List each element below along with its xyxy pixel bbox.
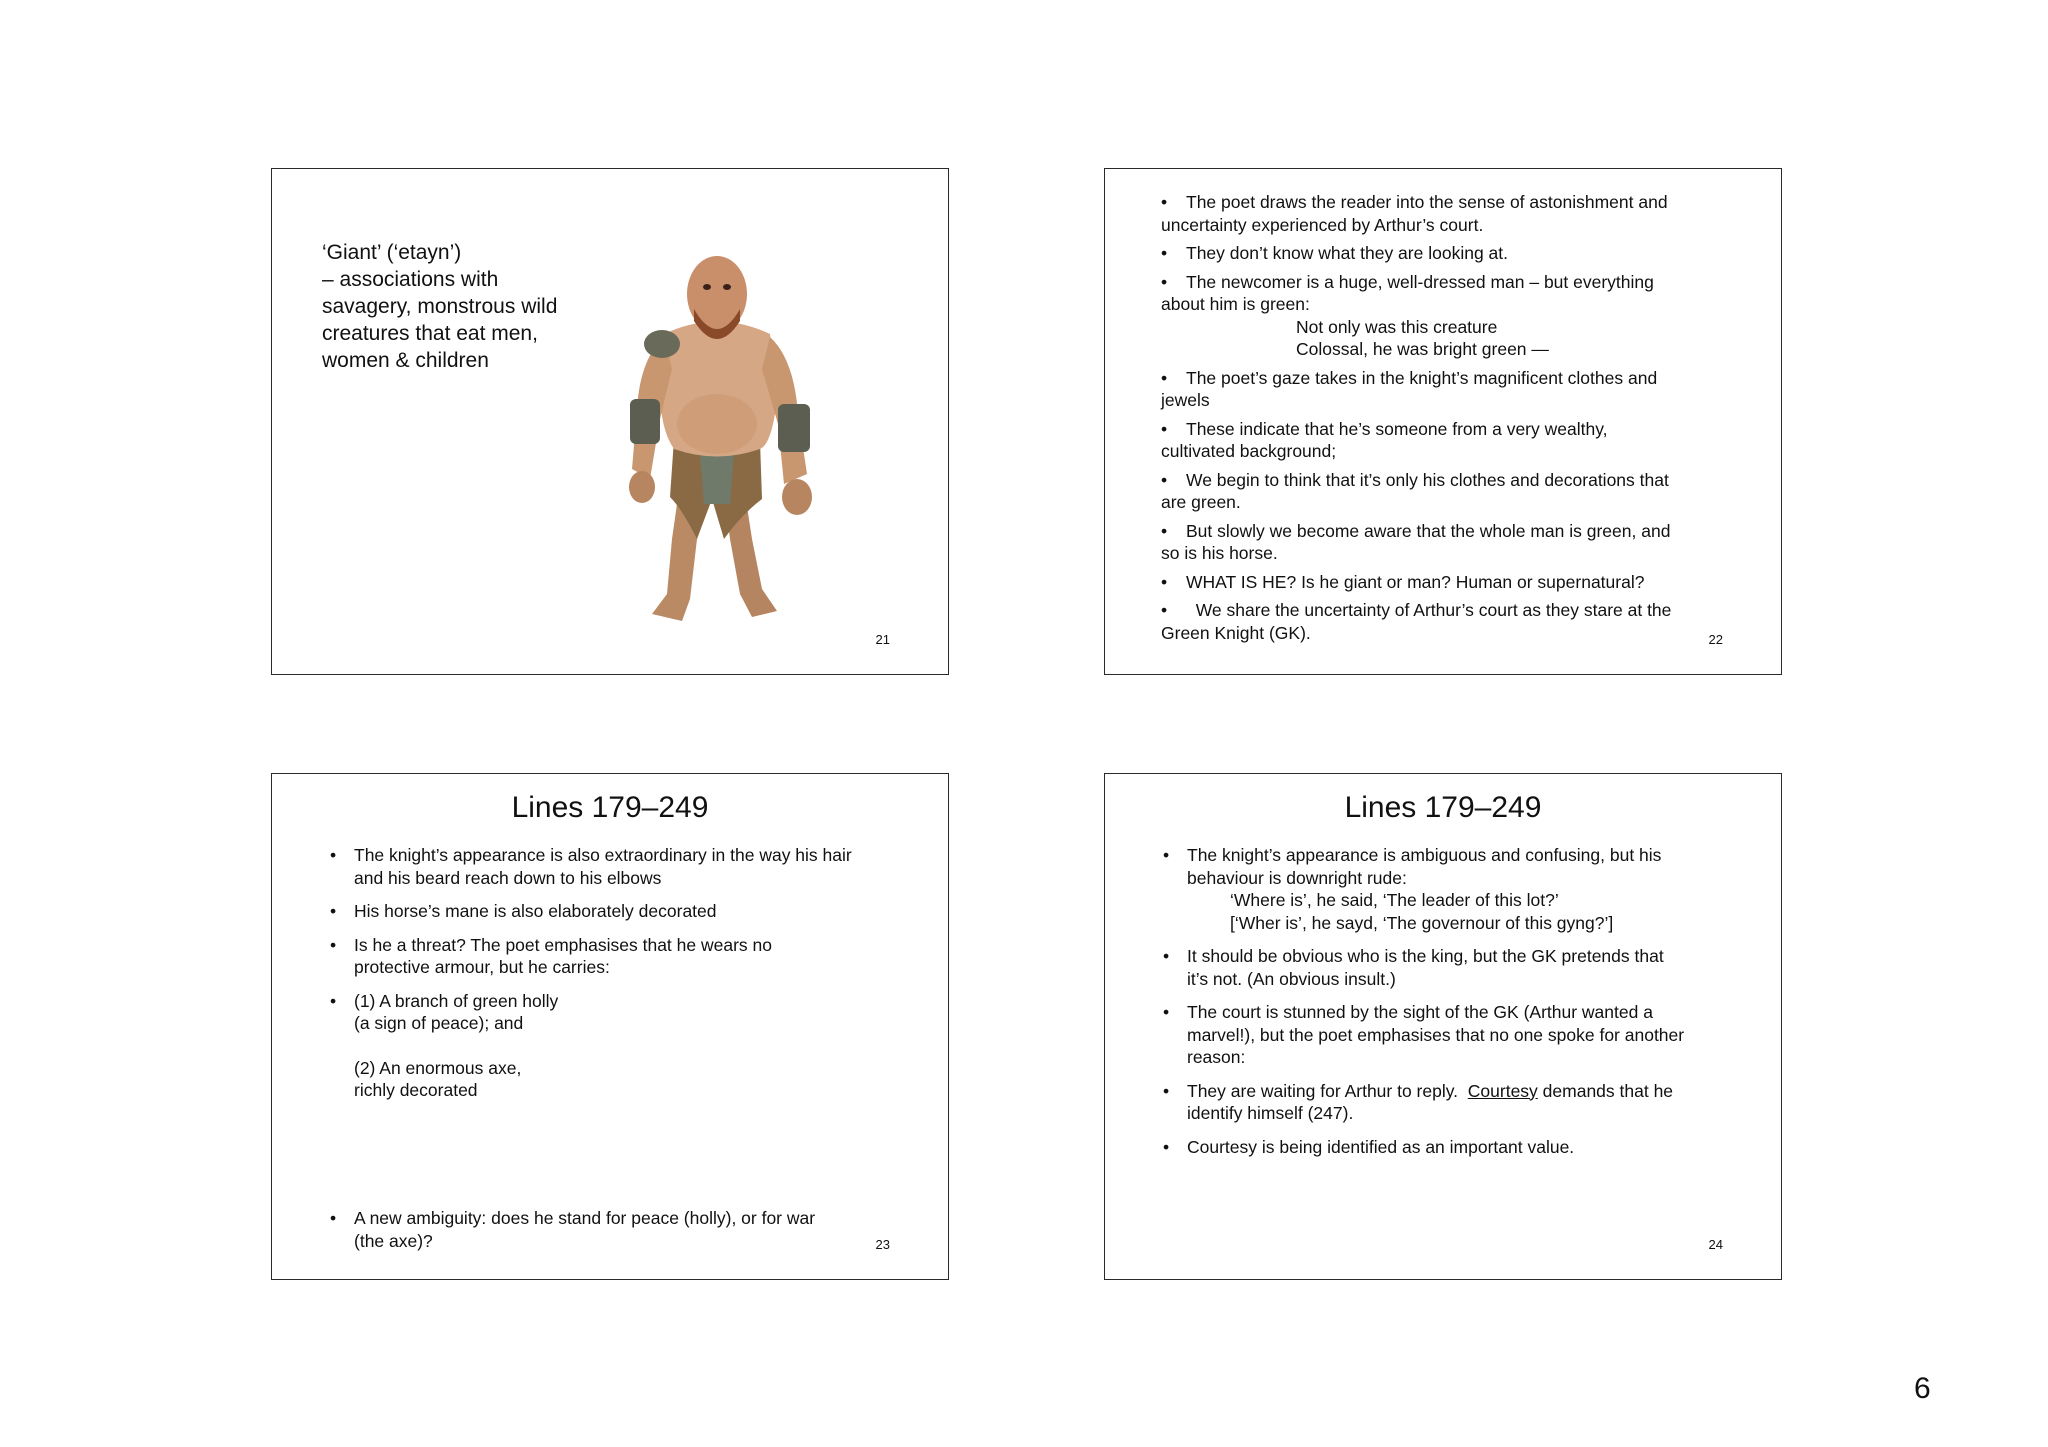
bullet-marker: • — [330, 990, 337, 1011]
bullet-text: about him is green: — [1161, 294, 1310, 314]
bullet-text: They are waiting for Arthur to reply. — [1187, 1080, 1468, 1101]
caption-line: – associations with — [322, 268, 499, 291]
bullet-text: protective armour, but he carries: — [354, 957, 610, 977]
bullet-text: The newcomer is a huge, well-dressed man – but everything — [1186, 271, 1654, 292]
bullet-list — [1161, 191, 1671, 644]
bullet-text: But slowly we become aware that the whole man is green, and — [1186, 520, 1671, 541]
caption-line: savagery, monstrous wild — [322, 295, 558, 318]
bullet-text: A new ambiguity: does he stand for peace (holly), or for war — [354, 1208, 816, 1228]
bullet-list — [330, 1207, 816, 1252]
bullet-text: WHAT IS HE? Is he giant or man? Human or supernatural? — [1186, 571, 1645, 592]
bullet-item — [1161, 242, 1671, 265]
quote-line: [‘Wher is’, he sayd, ‘The governour of this gyng?’] — [1230, 912, 1614, 933]
bullet-marker: • — [1161, 367, 1168, 388]
bullet-item — [1161, 367, 1671, 412]
bullet-marker: • — [330, 845, 337, 865]
bullet-item — [1161, 271, 1671, 316]
bullet-marker: • — [330, 1208, 337, 1228]
bullet-marker: • — [1161, 243, 1168, 263]
bullet-item — [1161, 418, 1671, 463]
bullet-text: His horse’s mane is also elaborately decorated — [354, 901, 717, 921]
bullet-marker: • — [1161, 192, 1168, 212]
bullet-marker: • — [1163, 1080, 1170, 1101]
bullet-marker: • — [330, 934, 337, 955]
bullet-text: uncertainty experienced by Arthur’s court. — [1161, 214, 1484, 235]
bullet-marker: • — [330, 901, 337, 921]
bullet-marker: • — [1163, 1136, 1170, 1157]
bullet-marker: • — [1161, 520, 1168, 541]
bullet-text: Green Knight (GK). — [1161, 622, 1311, 643]
bullet-text: jewels — [1161, 390, 1210, 410]
bullet-item — [330, 1207, 816, 1252]
bullet-item — [330, 900, 852, 923]
bullet-text: The court is stunned by the sight of the GK (Arthur wanted a — [1187, 1002, 1653, 1022]
bullet-text: are green. — [1161, 492, 1241, 512]
bullet-item — [1163, 1136, 1684, 1159]
slide-23 — [271, 773, 949, 1280]
bullet-marker: • — [1161, 418, 1168, 439]
bullet-text: Is he a threat? The poet emphasises that he wears no — [354, 934, 772, 955]
bullet-text: (a sign of peace); and — [354, 1013, 524, 1033]
bullet-item — [1161, 571, 1671, 594]
quote-block — [1161, 316, 1671, 361]
bullet-text: identify himself (247). — [1187, 1103, 1354, 1123]
quote-line: Colossal, he was bright green — — [1296, 339, 1549, 359]
bullet-item — [1161, 469, 1671, 514]
slide-21 — [271, 168, 949, 675]
bullet-text: We share the uncertainty of Arthur’s court as they stare at the — [1186, 600, 1672, 620]
bullet-text: The knight’s appearance is ambiguous and confusing, but his — [1187, 845, 1662, 865]
bullet-item — [1163, 1080, 1684, 1125]
bullet-marker: • — [1163, 845, 1170, 865]
bullet-text: so is his horse. — [1161, 543, 1278, 563]
bullet-text: marvel!), but the poet emphasises that no one spoke for another — [1187, 1024, 1685, 1045]
bullet-text: These indicate that he’s someone from a very wealthy, — [1186, 418, 1608, 439]
slide-number: 23 — [875, 1237, 890, 1252]
bullet-text: The poet draws the reader into the sense of astonishment and — [1186, 192, 1668, 212]
giant-figure-image — [612, 239, 822, 629]
slide-number: 22 — [1708, 632, 1723, 647]
bullet-list — [1163, 844, 1685, 1158]
slide-number: 21 — [875, 632, 890, 647]
bullet-item — [1163, 844, 1684, 934]
slide-number: 24 — [1708, 1237, 1723, 1252]
bullet-text: reason: — [1187, 1047, 1246, 1067]
page-number: 6 — [1914, 1372, 1931, 1405]
quote-line: ‘Where is’, he said, ‘The leader of this lot?’ — [1230, 890, 1559, 910]
bullet-marker: • — [1161, 469, 1168, 490]
bullet-item — [1161, 520, 1671, 565]
bullet-text: They don’t know what they are looking at. — [1186, 243, 1508, 263]
bullet-text: cultivated background; — [1161, 441, 1337, 461]
bullet-text: We begin to think that it’s only his clothes and decorations that — [1186, 469, 1669, 490]
slide-22 — [1104, 168, 1782, 675]
bullet-text: (1) A branch of green holly — [354, 990, 559, 1011]
bullet-text: The knight’s appearance is also extraordinary in the way his hair — [354, 845, 852, 865]
caption-line: women & children — [322, 349, 489, 372]
bullet-marker: • — [1161, 600, 1168, 620]
bullet-text: demands that he — [1537, 1080, 1674, 1101]
bullet-item — [1161, 599, 1671, 644]
bullet-list — [330, 844, 852, 1102]
caption-line: ‘Giant’ (‘etayn’) — [322, 241, 462, 264]
bullet-continuation — [354, 1057, 852, 1102]
bullet-item — [330, 844, 852, 889]
bullet-text: Courtesy is being identified as an important value. — [1187, 1136, 1575, 1157]
bullet-text: It should be obvious who is the king, but the GK pretends that — [1187, 946, 1664, 966]
bullet-marker: • — [1161, 271, 1168, 292]
slide-24 — [1104, 773, 1782, 1280]
bullet-item — [1161, 191, 1671, 236]
bullet-text: it’s not. (An obvious insult.) — [1187, 968, 1396, 989]
bullet-text: The poet’s gaze takes in the knight’s magnificent clothes and — [1186, 367, 1658, 388]
bullet-item — [1163, 945, 1684, 990]
slide-title: Lines 179–249 — [1344, 791, 1542, 824]
slide-title: Lines 179–249 — [511, 791, 709, 824]
bullet-item — [1163, 1001, 1685, 1069]
bullet-marker: • — [1163, 946, 1170, 966]
bullet-text: (the axe)? — [354, 1230, 433, 1251]
bullet-text: and his beard reach down to his elbows — [354, 867, 662, 888]
courtesy-underlined: Courtesy — [1467, 1080, 1538, 1101]
bullet-marker: • — [1163, 1002, 1170, 1022]
bullet-text: (2) An enormous axe, — [354, 1057, 522, 1078]
giant-caption — [322, 239, 612, 374]
bullet-item — [330, 934, 852, 979]
bullet-item — [330, 990, 852, 1035]
bullet-text: richly decorated — [354, 1080, 478, 1100]
caption-line: creatures that eat men, — [322, 322, 538, 345]
bullet-marker: • — [1161, 571, 1168, 592]
bullet-text: behaviour is downright rude: — [1187, 867, 1407, 888]
quote-line: Not only was this creature — [1296, 316, 1498, 337]
